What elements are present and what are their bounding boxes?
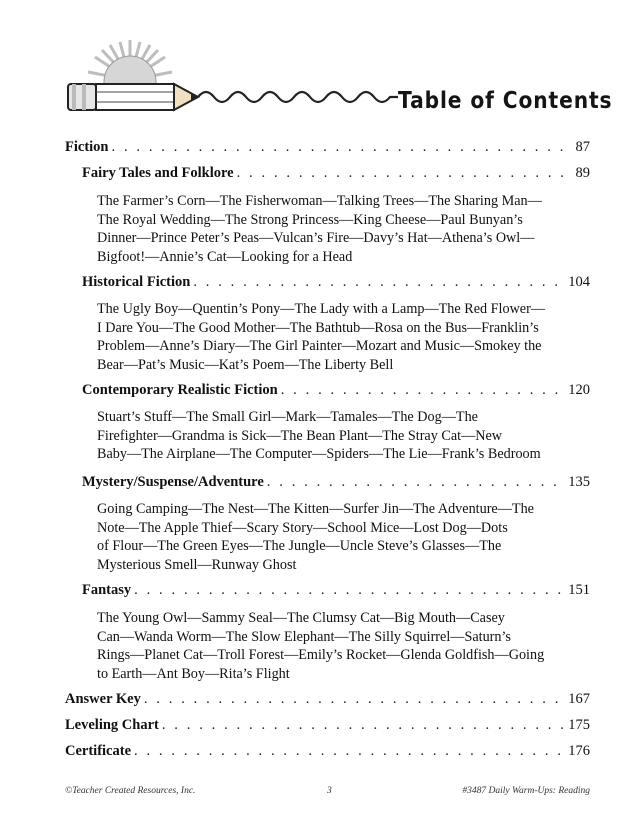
dot-leader [112,139,573,156]
toc-label: Fantasy [82,582,132,598]
story-line: The Young Owl—Sammy Seal—The Clumsy Cat—Big Mouth—Casey [97,610,505,626]
story-line: Can—Wanda Worm—The Slow Elephant—The Silly Squirrel—Saturn’s [97,628,511,645]
toc-label: Fiction [65,139,109,155]
dot-leader [193,274,565,291]
story-line: Firefighter—Grandma is Sick—The Bean Plant—The Stray Cat—New [97,427,503,444]
story-line: The Farmer’s Corn—The Fisherwoman—Talking Trees—The Sharing Man— [97,193,542,209]
toc-page: 135 [568,474,590,490]
story-list-contemporary [97,408,577,464]
toc-label: Leveling Chart [65,717,159,733]
header [0,0,638,135]
story-line: Mysterious Smell—Runway Ghost [97,556,297,573]
toc-label: Fairy Tales and Folklore [82,165,234,181]
story-line: Baby—The Airplane—The Computer—Spiders—The Lie—Frank’s Bedroom [97,446,541,463]
dot-leader [144,691,565,708]
toc-entry-fiction[interactable] [65,139,590,156]
dot-leader [134,582,565,599]
sun-pencil-illustration [0,0,638,135]
toc-label: Mystery/Suspense/Adventure [82,474,264,490]
toc-entry-mystery[interactable] [82,474,590,491]
toc-entry-contemporary[interactable] [82,382,590,399]
wavy-line [198,92,398,102]
toc-page: 151 [568,582,590,598]
story-line: The Ugly Boy—Quentin’s Pony—The Lady with a Lamp—The Red Flower— [97,301,546,317]
story-line: Going Camping—The Nest—The Kitten—Surfer Jin—The Adventure—The [97,501,534,517]
footer-book-title: #3487 Daily Warm-Ups: Reading [462,786,590,796]
toc-label: Certificate [65,743,132,759]
toc-entry-answer-key[interactable] [65,691,590,708]
toc-entry-leveling-chart[interactable] [65,717,590,734]
story-list-historical [97,300,577,374]
story-line: Problem—Anne’s Diary—The Girl Painter—Mozart and Music—Smokey the [97,338,542,355]
story-line: The Royal Wedding—The Strong Princess—King Cheese—Paul Bunyan’s [97,211,523,228]
story-line: of Flour—The Green Eyes—The Jungle—Uncle Steve’s Glasses—The [97,538,502,555]
page-title: Table of Contents [398,88,613,114]
footer-page-number: 3 [327,786,332,796]
toc-page: 176 [568,743,590,759]
pencil-icon [68,84,198,110]
story-line: Stuart’s Stuff—The Small Girl—Mark—Tamales—The Dog—The [97,409,478,425]
toc-entry-certificate[interactable] [65,743,590,760]
footer-copyright: ©Teacher Created Resources, Inc. [65,786,196,796]
story-list-fairy-tales [97,192,577,266]
toc-label: Answer Key [65,691,141,707]
story-line: Bigfoot!—Annie’s Cat—Looking for a Head [97,248,353,265]
dot-leader [237,165,573,182]
toc-entry-historical[interactable] [82,274,590,291]
dot-leader [134,743,565,760]
story-line: Note—The Apple Thief—Scary Story—School Mice—Lost Dog—Dots [97,519,508,536]
story-line: Dinner—Prince Peter’s Peas—Vulcan’s Fire—Davy’s Hat—Athena’s Owl— [97,230,535,247]
toc-label: Contemporary Realistic Fiction [82,382,278,398]
toc-page: 120 [568,382,590,398]
story-list-fantasy [97,609,577,683]
toc-page: 175 [568,717,590,733]
dot-leader [162,717,565,734]
dot-leader [267,474,565,491]
toc-page: 89 [575,165,590,181]
story-line: Bear—Pat’s Music—Kat’s Poem—The Liberty Bell [97,356,394,373]
dot-leader [281,382,566,399]
story-list-mystery [97,500,577,574]
toc-label: Historical Fiction [82,274,191,290]
toc-entry-fantasy[interactable] [82,582,590,599]
story-line: I Dare You—The Good Mother—The Bathtub—Rosa on the Bus—Franklin’s [97,319,539,336]
story-line: to Earth—Ant Boy—Rita’s Flight [97,665,290,682]
toc-entry-fairy-tales[interactable] [82,165,590,182]
story-line: Rings—Planet Cat—Troll Forest—Emily’s Rocket—Glenda Goldfish—Going [97,647,545,664]
toc-page: 87 [575,139,590,155]
toc-page: 104 [568,274,590,290]
toc-page: 167 [568,691,590,707]
